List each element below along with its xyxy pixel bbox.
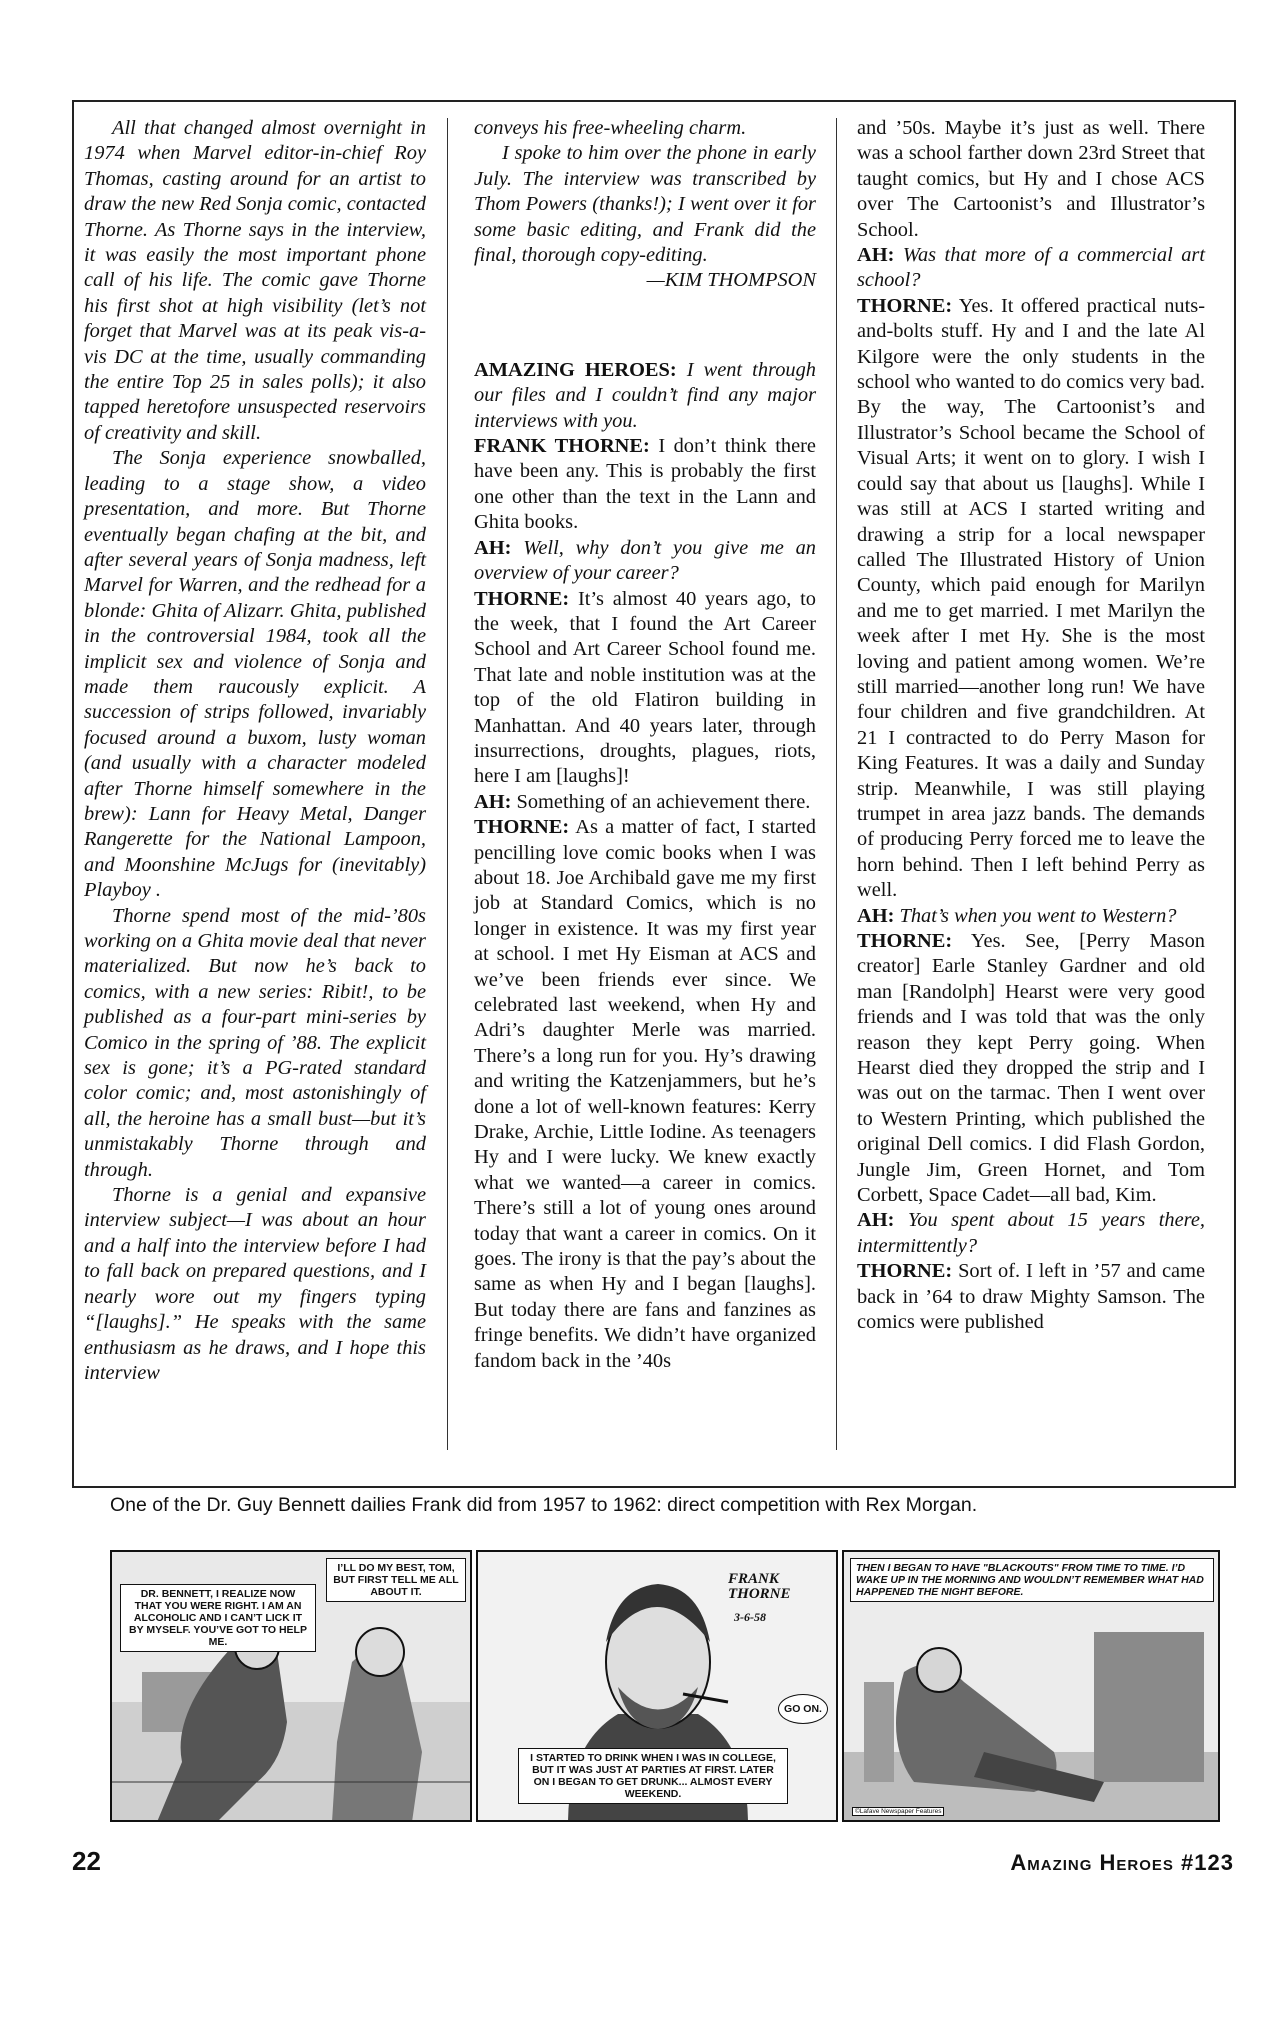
- answer-text: As a matter of fact, I started pencilling love comic books when I was about 18. Joe Archibald gave me my first job at Standard Comics, which is no longer in existence. It was my first year at school. I met Hy Eisman at ACS and we’ve been friends ever since. We celebrated last weekend, when Hy and Adri’s daughter Merle was married. There’s a long run for you. Hy’s drawing and writing the Katzenjammers, but he’s done a lot of well-known features: Kerry Drake, Archie, Little Iodine. As teenagers Hy and I were lucky. We knew exactly what we wanted—a career in comics. There’s still a lot of young ones around today that want a career in comics. On it goes. The irony is that the pay’s about the same as when Hy and I began [laughs]. But today there are fans and fanzines as fringe benefits. We didn’t have organized fandom back in the ’40s: [474, 816, 816, 1372]
- section-spacer: [474, 294, 816, 358]
- answer-1: [474, 434, 816, 536]
- question-text: That’s when you went to Western?: [899, 904, 1177, 927]
- answer-text: It’s almost 40 years ago, to the week, that I found the Art Career School and Art Career School found me. That late and noble institution was at the top of the old Flatiron building in Manhattan. And 40 years later, through insurrections, droughts, plagues, riots, here I am [laughs]!: [474, 587, 816, 788]
- question-text: You spent about 15 years there, intermittently?: [857, 1209, 1205, 1257]
- answer-text: Sort of. I left in ’57 and came back in ’64 to draw Mighty Samson. The comics were published: [857, 1260, 1205, 1334]
- intro-paragraph-2: The Sonja experience snowballed, leading to a stage show, a video presentation, and more. But Thorne eventually began chafing at the bit, and after several years of Sonja madness, left Marvel for Warren, and the redhead for a blonde: Ghita of Alizarr. Ghita, published in the controversial 1984, took all the implicit sex and violence of Sonja and made them raucously explicit. A succession of strips followed, invariably focused around a buxom, lusty woman (and usually with a character modeled after Thorne himself somewhere in the brew): Lann for Heavy Metal, Danger Rangerette for the National Lampoon, and Moonshine McJugs for (inevitably) Playboy .: [84, 447, 426, 902]
- answer-3: [474, 815, 816, 1374]
- narration-caption: THEN I BEGAN TO HAVE "BLACKOUTS" FROM TIME TO TIME. I’D WAKE UP IN THE MORNING AND WOULDN’T REMEMBER WHAT HAD HAPPENED THE NIGHT BEFORE.: [850, 1558, 1214, 1602]
- speaker-label: FRANK THORNE:: [474, 435, 650, 458]
- answer-5: [857, 929, 1205, 1208]
- answer-text: I don’t think there have been any. This is probably the first one other than the text in the Lann and Ghita books.: [474, 435, 816, 534]
- question-text: I went through our files and I couldn’t find any major interviews with you.: [474, 358, 816, 432]
- speaker-label: AH:: [474, 790, 512, 813]
- question-2: [474, 536, 816, 587]
- speaker-label: AH:: [474, 536, 512, 559]
- answer-4: [857, 294, 1205, 904]
- comic-panel-1: [110, 1550, 472, 1822]
- answer-2: [474, 587, 816, 790]
- intro-continuation: [474, 116, 816, 294]
- question-1: [474, 358, 816, 434]
- speaker-label: THORNE:: [474, 816, 570, 839]
- answer-6: [857, 1259, 1205, 1335]
- speaker-label: THORNE:: [857, 294, 953, 317]
- strip-caption: One of the Dr. Guy Bennett dailies Frank did from 1957 to 1962: direct competition with Rex Morgan.: [110, 1494, 978, 1516]
- interview-column-middle: [474, 116, 816, 1374]
- comic-panel-3: [842, 1550, 1220, 1822]
- speaker-label: AMAZING HEROES:: [474, 358, 677, 381]
- answer-text: Yes. It offered practical nuts-and-bolts stuff. Hy and I and the late Al Kilgore were the only students in the school who wanted to do comics very bad. By the way, The Cartoonist’s and Illustrator’s School became the School of Visual Arts; it went on to glory. I wish I could say that about us [laughs]. While I was still at ACS I started writing and drawing a strip for a local newspaper called The Illustrated History of Union County, which paid enough for Marilyn and me to get married. I met Marilyn the week after I met Hy. She is the most loving and patient among women. We’re still married—another long run! We have four children and five grandchildren. At 21 I contracted to do Perry Mason for King Features. It was a daily and Sunday strip. Meanwhile, I was still playing trumpet in area jazz bands. The demands of producing Perry forced me to leave the horn behind. Then I left behind Perry as well.: [857, 294, 1205, 902]
- intro-editing-note: I spoke to him over the phone in early July. The interview was transcribed by Thom Powers (thanks!); I went over it for some basic editing, and Frank did the final, thorough copy-editing.: [474, 142, 816, 267]
- copyright-notice: ©Lafave Newspaper Features: [852, 1807, 944, 1816]
- question-3: [474, 790, 816, 815]
- column-rule-right: [836, 118, 837, 1450]
- question-4: [857, 243, 1205, 294]
- intro-signoff: —KIM THOMPSON: [646, 269, 816, 292]
- question-5: [857, 904, 1205, 929]
- answer-text: Yes. See, [Perry Mason creator] Earle Stanley Gardner and old man [Randolph] Hearst were very good friends and I was told that was the only reason they kept Perry going. When Hearst died they dropped the strip and I was out on the tarmac. Then I went over to Western Printing, which published the original Dell comics. I did Flash Gordon, Jungle Jim, Green Hornet, and Tom Corbett, Space Cadet—all bad, Kim.: [857, 930, 1206, 1207]
- page-number: 22: [72, 1846, 101, 1876]
- strip-date: 3-6-58: [734, 1610, 766, 1624]
- narration-box: I STARTED TO DRINK WHEN I WAS IN COLLEGE, BUT IT WAS JUST AT PARTIES AT FIRST. LATER ON I BEGAN TO GET DRUNK... ALMOST EVERY WEEKEND.: [518, 1748, 788, 1804]
- speaker-label: THORNE:: [474, 587, 570, 610]
- intro-paragraph-4: Thorne is a genial and expansive interview subject—I was about an hour and a half into the interview before I had to fall back on prepared questions, and I nearly wore out my fingers typing “[laughs].” He speaks with the same enthusiasm as he draws, and I hope this interview: [84, 1184, 426, 1384]
- speaker-label: THORNE:: [857, 930, 953, 952]
- speech-balloon-patient: DR. BENNETT, I REALIZE NOW THAT YOU WERE RIGHT. I AM AN ALCOHOLIC AND I CAN’T LICK IT BY MYSELF. YOU’VE GOT TO HELP ME.: [120, 1584, 316, 1652]
- answer-3-continued: and ’50s. Maybe it’s just as well. There was a school farther down 23rd Street that taught comics, but Hy and I chose ACS over The Cartoonist’s and Illustrator’s School.: [857, 117, 1205, 241]
- interview-column-right: [857, 116, 1205, 1336]
- intro-continuation-text: conveys his free-wheeling charm.: [474, 117, 747, 139]
- intro-column: [84, 116, 426, 1386]
- speaker-label: AH:: [857, 244, 895, 267]
- intro-paragraph-1: All that changed almost overnight in 1974 when Marvel editor-in-chief Roy Thomas, casting around for an artist to draw the new Red Sonja comic, contacted Thorne. As Thorne says in the interview, it was easily the most important phone call of his life. The comic gave Thorne his first shot at high visibility (let’s not forget that Marvel was at its peak vis-a-vis DC at the time, usually commanding the entire Top 25 in sales polls); it also tapped heretofore unsuspected reservoirs of creativity and skill.: [84, 117, 426, 444]
- comic-panel-2: [476, 1550, 838, 1822]
- question-text: Something of an achievement there.: [516, 790, 811, 813]
- speaker-label: AH:: [857, 1209, 895, 1232]
- magazine-masthead: Amazing Heroes #123: [1010, 1850, 1234, 1875]
- artist-signature: FRANK THORNE: [728, 1571, 791, 1602]
- speech-balloon-go-on: GO ON.: [778, 1694, 828, 1724]
- column-rule-left: [447, 118, 448, 1450]
- question-text: Well, why don’t you give me an overview of your career?: [474, 536, 816, 585]
- intro-paragraph-3: Thorne spend most of the mid-’80s working on a Ghita movie deal that never materialized. But now he’s back to comics, with a new series: Ribit!, to be published as a four-part mini-series by Comico in the spring of ’88. The explicit sex is gone; it’s a PG-rated standard color comic; and, most astonishingly of all, the heroine has a small bust—but it’s unmistakably Thorne through and through.: [84, 904, 426, 1181]
- question-text: Was that more of a commercial art school?: [857, 244, 1205, 292]
- question-6: [857, 1208, 1205, 1259]
- speech-balloon-doctor: I’LL DO MY BEST, TOM, BUT FIRST TELL ME ALL ABOUT IT.: [326, 1558, 466, 1602]
- speaker-label: AH:: [857, 904, 895, 927]
- speaker-label: THORNE:: [857, 1260, 953, 1283]
